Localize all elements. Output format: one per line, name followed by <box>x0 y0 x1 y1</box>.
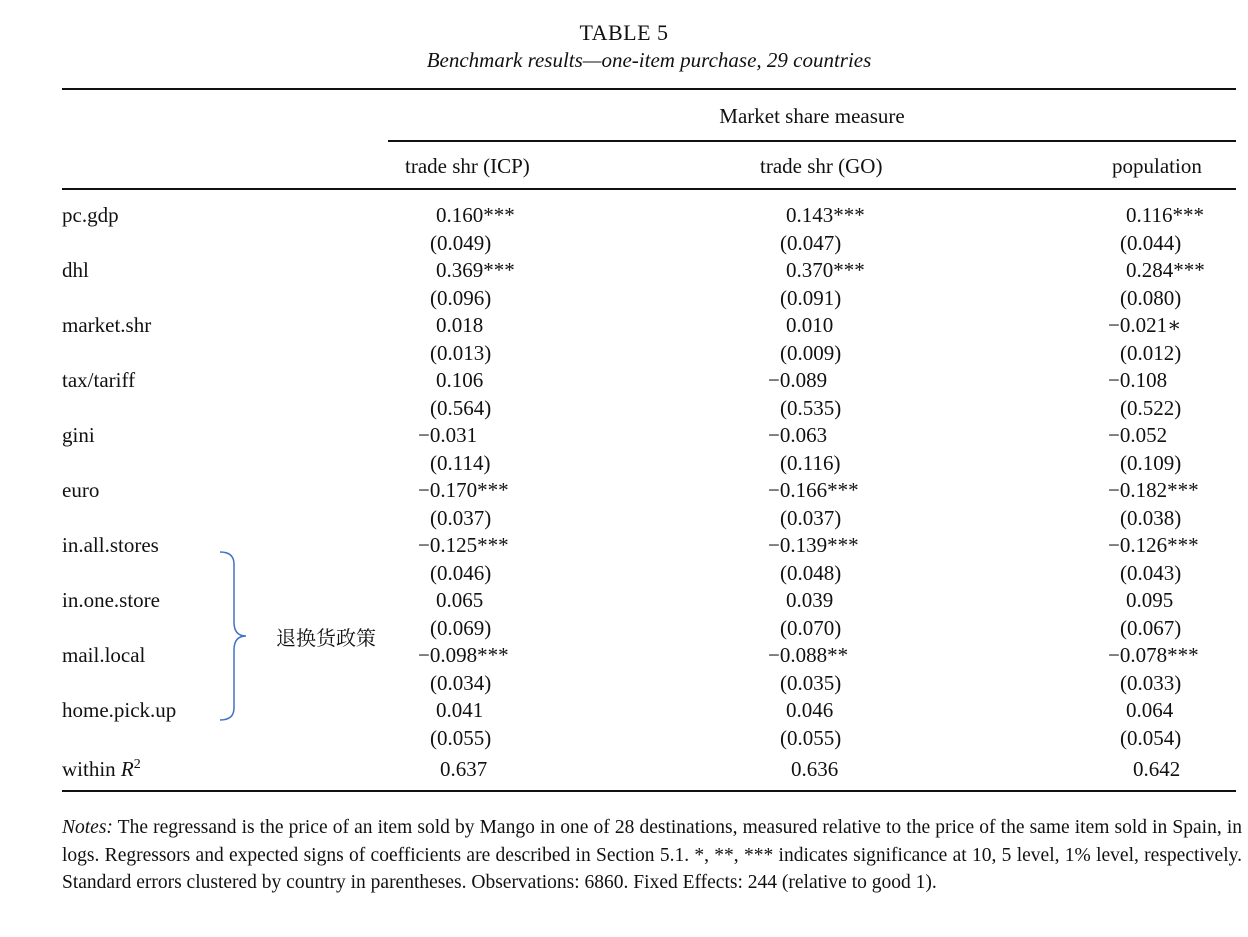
standard-error-cell: (0.009) <box>780 341 842 365</box>
table-subtitle: Benchmark results—one-item purchase, 29 countries <box>426 48 872 72</box>
r2-superscript: 2 <box>133 757 141 772</box>
coefficient-cell: −0.125*** <box>418 533 509 557</box>
notes-body: The regressand is the price of an item sold by Mango in one of 28 destinations, measured relative to the price of the same item sold in Spain, in logs. Regressors and expected signs of coefficients are described in Section 5.1. *, **, *** indicates significance at 10, 5 level, 1% level, respectively. Standard errors clustered by country in parentheses. Observations: 6860. Fixed Effects: 244 (relative to good 1). <box>62 817 1242 893</box>
r2-value-col3: 0.642 <box>1133 757 1181 781</box>
coefficient-cell: 0.064 <box>1126 698 1174 722</box>
row-label: tax/tariff <box>62 368 136 392</box>
row-label: mail.local <box>62 643 146 667</box>
coefficient-cell: −0.139*** <box>768 533 859 557</box>
row-label: gini <box>62 423 95 447</box>
coefficient-cell: 0.095 <box>1126 588 1174 612</box>
standard-error-cell: (0.096) <box>430 286 492 310</box>
coefficient-cell: −0.166*** <box>768 478 859 502</box>
standard-error-cell: (0.069) <box>430 616 492 640</box>
table-title: TABLE 5 <box>579 20 669 45</box>
coefficient-cell: −0.126*** <box>1108 533 1199 557</box>
standard-error-cell: (0.067) <box>1120 616 1182 640</box>
coefficient-cell: −0.031 <box>418 423 478 447</box>
standard-error-cell: (0.048) <box>780 561 842 585</box>
coefficient-cell: −0.088** <box>768 643 849 667</box>
standard-error-cell: (0.070) <box>780 616 842 640</box>
coefficient-cell: 0.369*** <box>436 258 515 282</box>
standard-error-cell: (0.080) <box>1120 286 1182 310</box>
coefficient-cell: −0.052 <box>1108 423 1168 447</box>
standard-error-cell: (0.033) <box>1120 671 1182 695</box>
standard-error-cell: (0.046) <box>430 561 492 585</box>
column-header-trade-shr-go: trade shr (GO) <box>760 154 883 178</box>
standard-error-cell: (0.012) <box>1120 341 1182 365</box>
standard-error-cell: (0.044) <box>1120 231 1182 255</box>
row-label: in.one.store <box>62 588 160 612</box>
standard-error-cell: (0.013) <box>430 341 492 365</box>
coefficient-cell: 0.106 <box>436 368 484 392</box>
row-label: dhl <box>62 258 89 282</box>
standard-error-cell: (0.049) <box>430 231 492 255</box>
coefficient-cell: 0.370*** <box>786 258 865 282</box>
row-label: market.shr <box>62 313 152 337</box>
standard-error-cell: (0.037) <box>430 506 492 530</box>
coefficient-cell: −0.182*** <box>1108 478 1199 502</box>
coefficient-cell: 0.018 <box>436 313 484 337</box>
coefficient-cell: 0.039 <box>786 588 834 612</box>
coefficient-cell: −0.078*** <box>1108 643 1199 667</box>
standard-error-cell: (0.038) <box>1120 506 1182 530</box>
r2-row-label <box>62 757 141 782</box>
standard-error-cell: (0.109) <box>1120 451 1182 475</box>
coefficient-cell: 0.046 <box>786 698 834 722</box>
brace-annotation-icon <box>216 550 256 722</box>
standard-error-cell: (0.047) <box>780 231 842 255</box>
standard-error-cell: (0.054) <box>1120 726 1182 750</box>
coefficient-cell: −0.098*** <box>418 643 509 667</box>
coefficient-cell: −0.021∗ <box>1108 313 1182 337</box>
coefficient-cell: −0.108 <box>1108 368 1168 392</box>
standard-error-cell: (0.037) <box>780 506 842 530</box>
top-rule <box>62 88 1236 90</box>
r2-value-col2: 0.636 <box>791 757 839 781</box>
row-label: in.all.stores <box>62 533 159 557</box>
standard-error-cell: (0.114) <box>430 451 491 475</box>
column-header-population: population <box>1112 154 1202 178</box>
r2-value-col1: 0.637 <box>440 757 488 781</box>
standard-error-cell: (0.535) <box>780 396 842 420</box>
r2-label-text: within <box>62 757 116 781</box>
notes-label: Notes: <box>62 817 113 838</box>
standard-error-cell: (0.043) <box>1120 561 1182 585</box>
coefficient-cell: 0.041 <box>436 698 484 722</box>
group-rule <box>388 140 1236 142</box>
header-rule <box>62 188 1236 190</box>
row-label: home.pick.up <box>62 698 177 722</box>
annotation-label: 退换货政策 <box>276 626 376 650</box>
standard-error-cell: (0.091) <box>780 286 842 310</box>
standard-error-cell: (0.035) <box>780 671 842 695</box>
standard-error-cell: (0.034) <box>430 671 492 695</box>
coefficient-cell: 0.065 <box>436 588 484 612</box>
bottom-rule <box>62 790 1236 792</box>
table-notes <box>62 814 1242 897</box>
group-header: Market share measure <box>719 104 905 128</box>
coefficient-cell: 0.160*** <box>436 203 515 227</box>
coefficient-cell: 0.116*** <box>1126 203 1204 227</box>
standard-error-cell: (0.522) <box>1120 396 1182 420</box>
column-header-trade-shr-icp: trade shr (ICP) <box>405 154 530 178</box>
row-label: pc.gdp <box>62 203 119 227</box>
standard-error-cell: (0.055) <box>430 726 492 750</box>
r2-symbol: R <box>120 757 134 781</box>
coefficient-cell: −0.170*** <box>418 478 509 502</box>
standard-error-cell: (0.116) <box>780 451 841 475</box>
standard-error-cell: (0.055) <box>780 726 842 750</box>
coefficient-cell: −0.089 <box>768 368 828 392</box>
coefficient-cell: 0.284*** <box>1126 258 1205 282</box>
coefficient-cell: −0.063 <box>768 423 828 447</box>
coefficient-cell: 0.010 <box>786 313 834 337</box>
standard-error-cell: (0.564) <box>430 396 492 420</box>
row-label: euro <box>62 478 100 502</box>
coefficient-cell: 0.143*** <box>786 203 865 227</box>
